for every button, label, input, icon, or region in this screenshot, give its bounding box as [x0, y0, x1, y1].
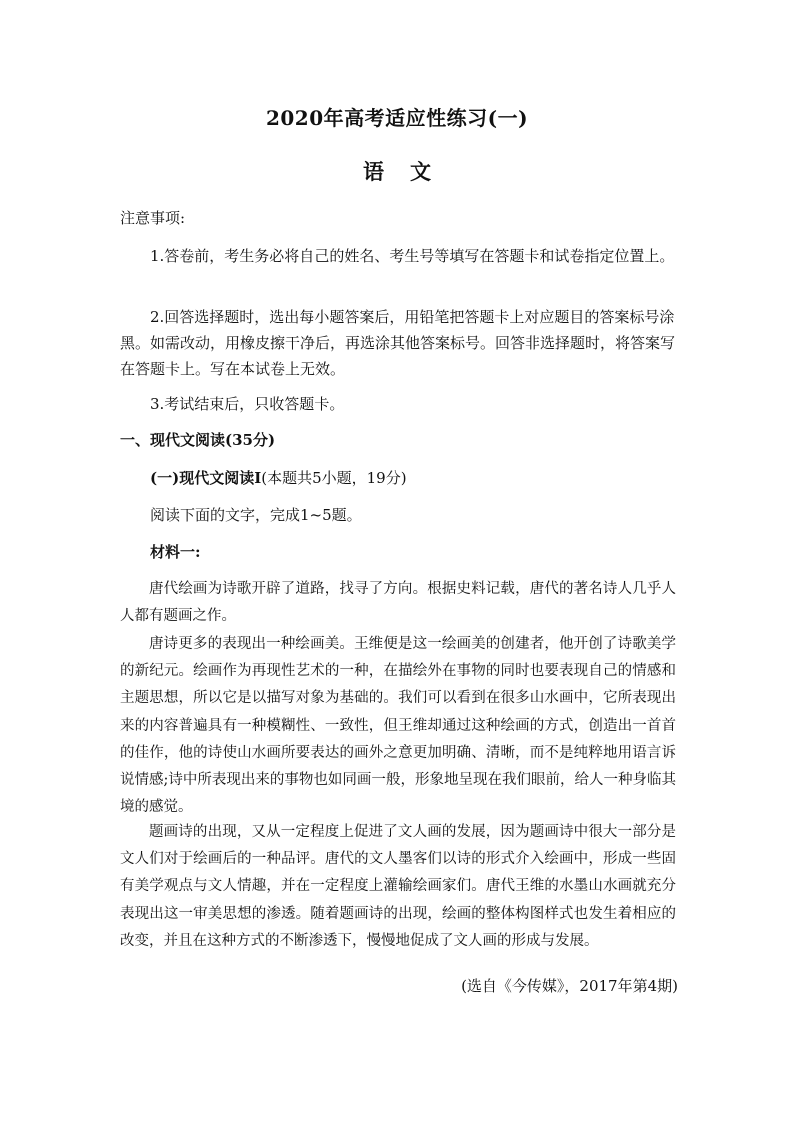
notice-item-2: 2.回答选择题时，选出每小题答案后，用铅笔把答题卡上对应题目的答案标号涂黑。如需改动，用橡皮擦干净后，再选涂其他答案标号。回答非选择题时，将答案写在答题卡上。写在本试卷上无效。	[120, 308, 676, 378]
material-paragraph-3: 题画诗的出现，又从一定程度上促进了文人画的发展，因为题画诗中很大一部分是文人们对于绘画后的一种品评。唐代的文人墨客们以诗的形式介入绘画中，形成一些固有美学观点与文人情趣，并在一定程度上灌输绘画家们。唐代王维的水墨山水画就充分表现出这一审美思想的渗透。随着题画诗的出现，绘画的整体构图样式也发生着相应的改变，并且在这种方式的不断渗透下，慢慢地促成了文人画的形成与发展。	[120, 824, 676, 949]
material-label: 材料一:	[150, 543, 201, 561]
material-paragraph-2: 唐诗更多的表现出一种绘画美。王维便是这一绘画美的创建者，他开创了诗歌美学的新纪元。绘画作为再现性艺术的一种，在描绘外在事物的同时也要表现自己的情感和主题思想，所以它是以描写对象为基础的。我们可以看到在很多山水画中，它所表现出来的内容普遍具有一种模糊性、一致性，但王维却通过这种绘画的方式，创造出一首首的佳作，他的诗使山水画所要表达的画外之意更加明确、清晰，而不是纯粹地用语言诉说情感;诗中所表现出来的事物也如同画一般，形象地呈现在我们眼前，给人一种身临其境的感觉。	[120, 636, 676, 816]
subsection-note: (本题共5小题，19分)	[261, 469, 407, 487]
subsection-title: (一)现代文阅读Ⅰ	[150, 469, 262, 487]
reading-instruction: 阅读下面的文字，完成1~5题。	[150, 506, 362, 524]
notice-heading: 注意事项:	[120, 209, 186, 227]
material-paragraph-1: 唐代绘画为诗歌开辟了道路，找寻了方向。根据史料记载，唐代的著名诗人几乎人人都有题画之作。	[120, 581, 676, 625]
source-citation: (选自《今传媒》，2017年第4期)	[461, 977, 678, 995]
exam-title: 2020年高考适应性练习(一)	[265, 106, 529, 130]
subject-title: 语文	[363, 159, 457, 184]
section-heading: 一、现代文阅读(35分)	[120, 431, 276, 449]
notice-item-1: 1.答卷前，考生务必将自己的姓名、考生号等填写在答题卡和试卷指定位置上。	[150, 247, 675, 265]
notice-item-3: 3.考试结束后，只收答题卡。	[150, 395, 345, 413]
subsection-heading	[150, 465, 676, 491]
